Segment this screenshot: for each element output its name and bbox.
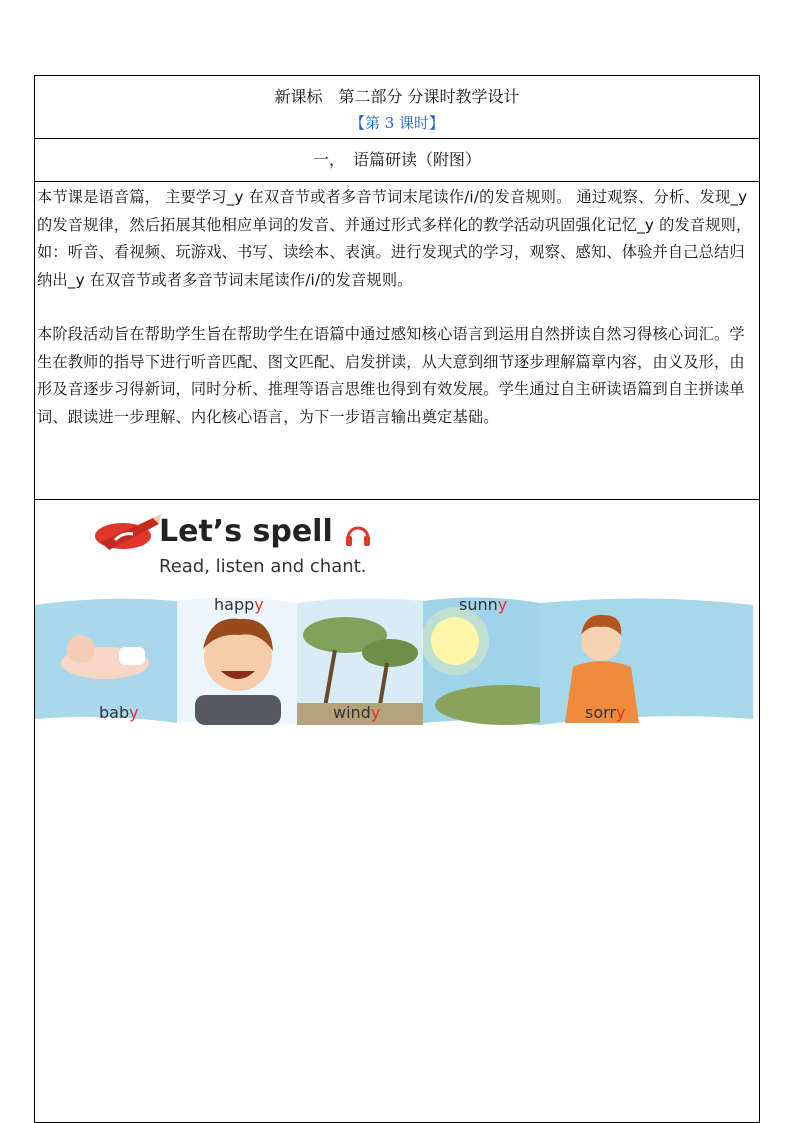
pencil-logo-icon bbox=[93, 512, 163, 562]
word-suffix: y bbox=[370, 703, 381, 722]
word-suffix: y bbox=[616, 703, 626, 722]
lets-spell-illustration bbox=[35, 500, 759, 740]
illustration-cell bbox=[35, 500, 759, 1122]
word-stem: sunn bbox=[459, 595, 498, 614]
word-stem: bab bbox=[99, 703, 130, 722]
word-suffix: y bbox=[129, 703, 139, 722]
paragraph-1: 本节课是语音篇， 主要学习_y 在双音节或者多音节词末尾读作/i/的发音规则。 通过观察、分析、发现_y 的发音规律，然后拓展其他相应单词的发音、并通过形式多样化的教学活动巩固强化记忆_y 的发音规则，如：听音、看视频、玩游戏、书写、读绘本、表演。进行发现式的学习，观察、感知、体验并自己总结归纳出_y 在双音节或者多音节词末尾读作/i/的发音规则。 bbox=[37, 188, 752, 289]
spell-subtitle: Read, listen and chant. bbox=[159, 556, 367, 577]
word-stem: sorr bbox=[585, 703, 616, 722]
lesson-table bbox=[34, 75, 760, 1123]
word-sorry bbox=[585, 703, 625, 722]
word-baby bbox=[99, 703, 139, 722]
headphones-icon bbox=[343, 520, 373, 550]
table-header bbox=[35, 76, 759, 139]
word-happy bbox=[214, 595, 264, 614]
word-stem: happ bbox=[214, 595, 255, 614]
doc-title: 新课标 第二部分 分课时教学设计 bbox=[274, 87, 520, 106]
word-suffix: y bbox=[254, 595, 264, 614]
word-windy bbox=[333, 703, 380, 722]
word-stem: wind bbox=[333, 703, 371, 722]
text-cell bbox=[35, 182, 759, 500]
paragraph-2: 本阶段活动旨在帮助学生旨在帮助学生在语篇中通过感知核心语言到运用自然拼读自然习得核心词汇。学生在教师的指导下进行听音匹配、图文匹配、启发拼读，从大意到细节逐步理解篇章内容，由义及形，由形及音逐步习得新词，同时分析、推理等语言思维也得到有效发展。学生通过自主研读语篇到自主拼读单词、跟读进一步理解、内化核心语言，为下一步语言输出奠定基础。 bbox=[37, 325, 745, 426]
spell-title: Let’s spell bbox=[159, 514, 333, 549]
word-picture-strip bbox=[35, 595, 759, 735]
word-sunny bbox=[459, 595, 507, 614]
word-suffix: y bbox=[497, 595, 508, 614]
section-title: 一， 语篇研读（附图） bbox=[35, 139, 759, 182]
lesson-number: 【第 3 课时】 bbox=[349, 114, 445, 132]
